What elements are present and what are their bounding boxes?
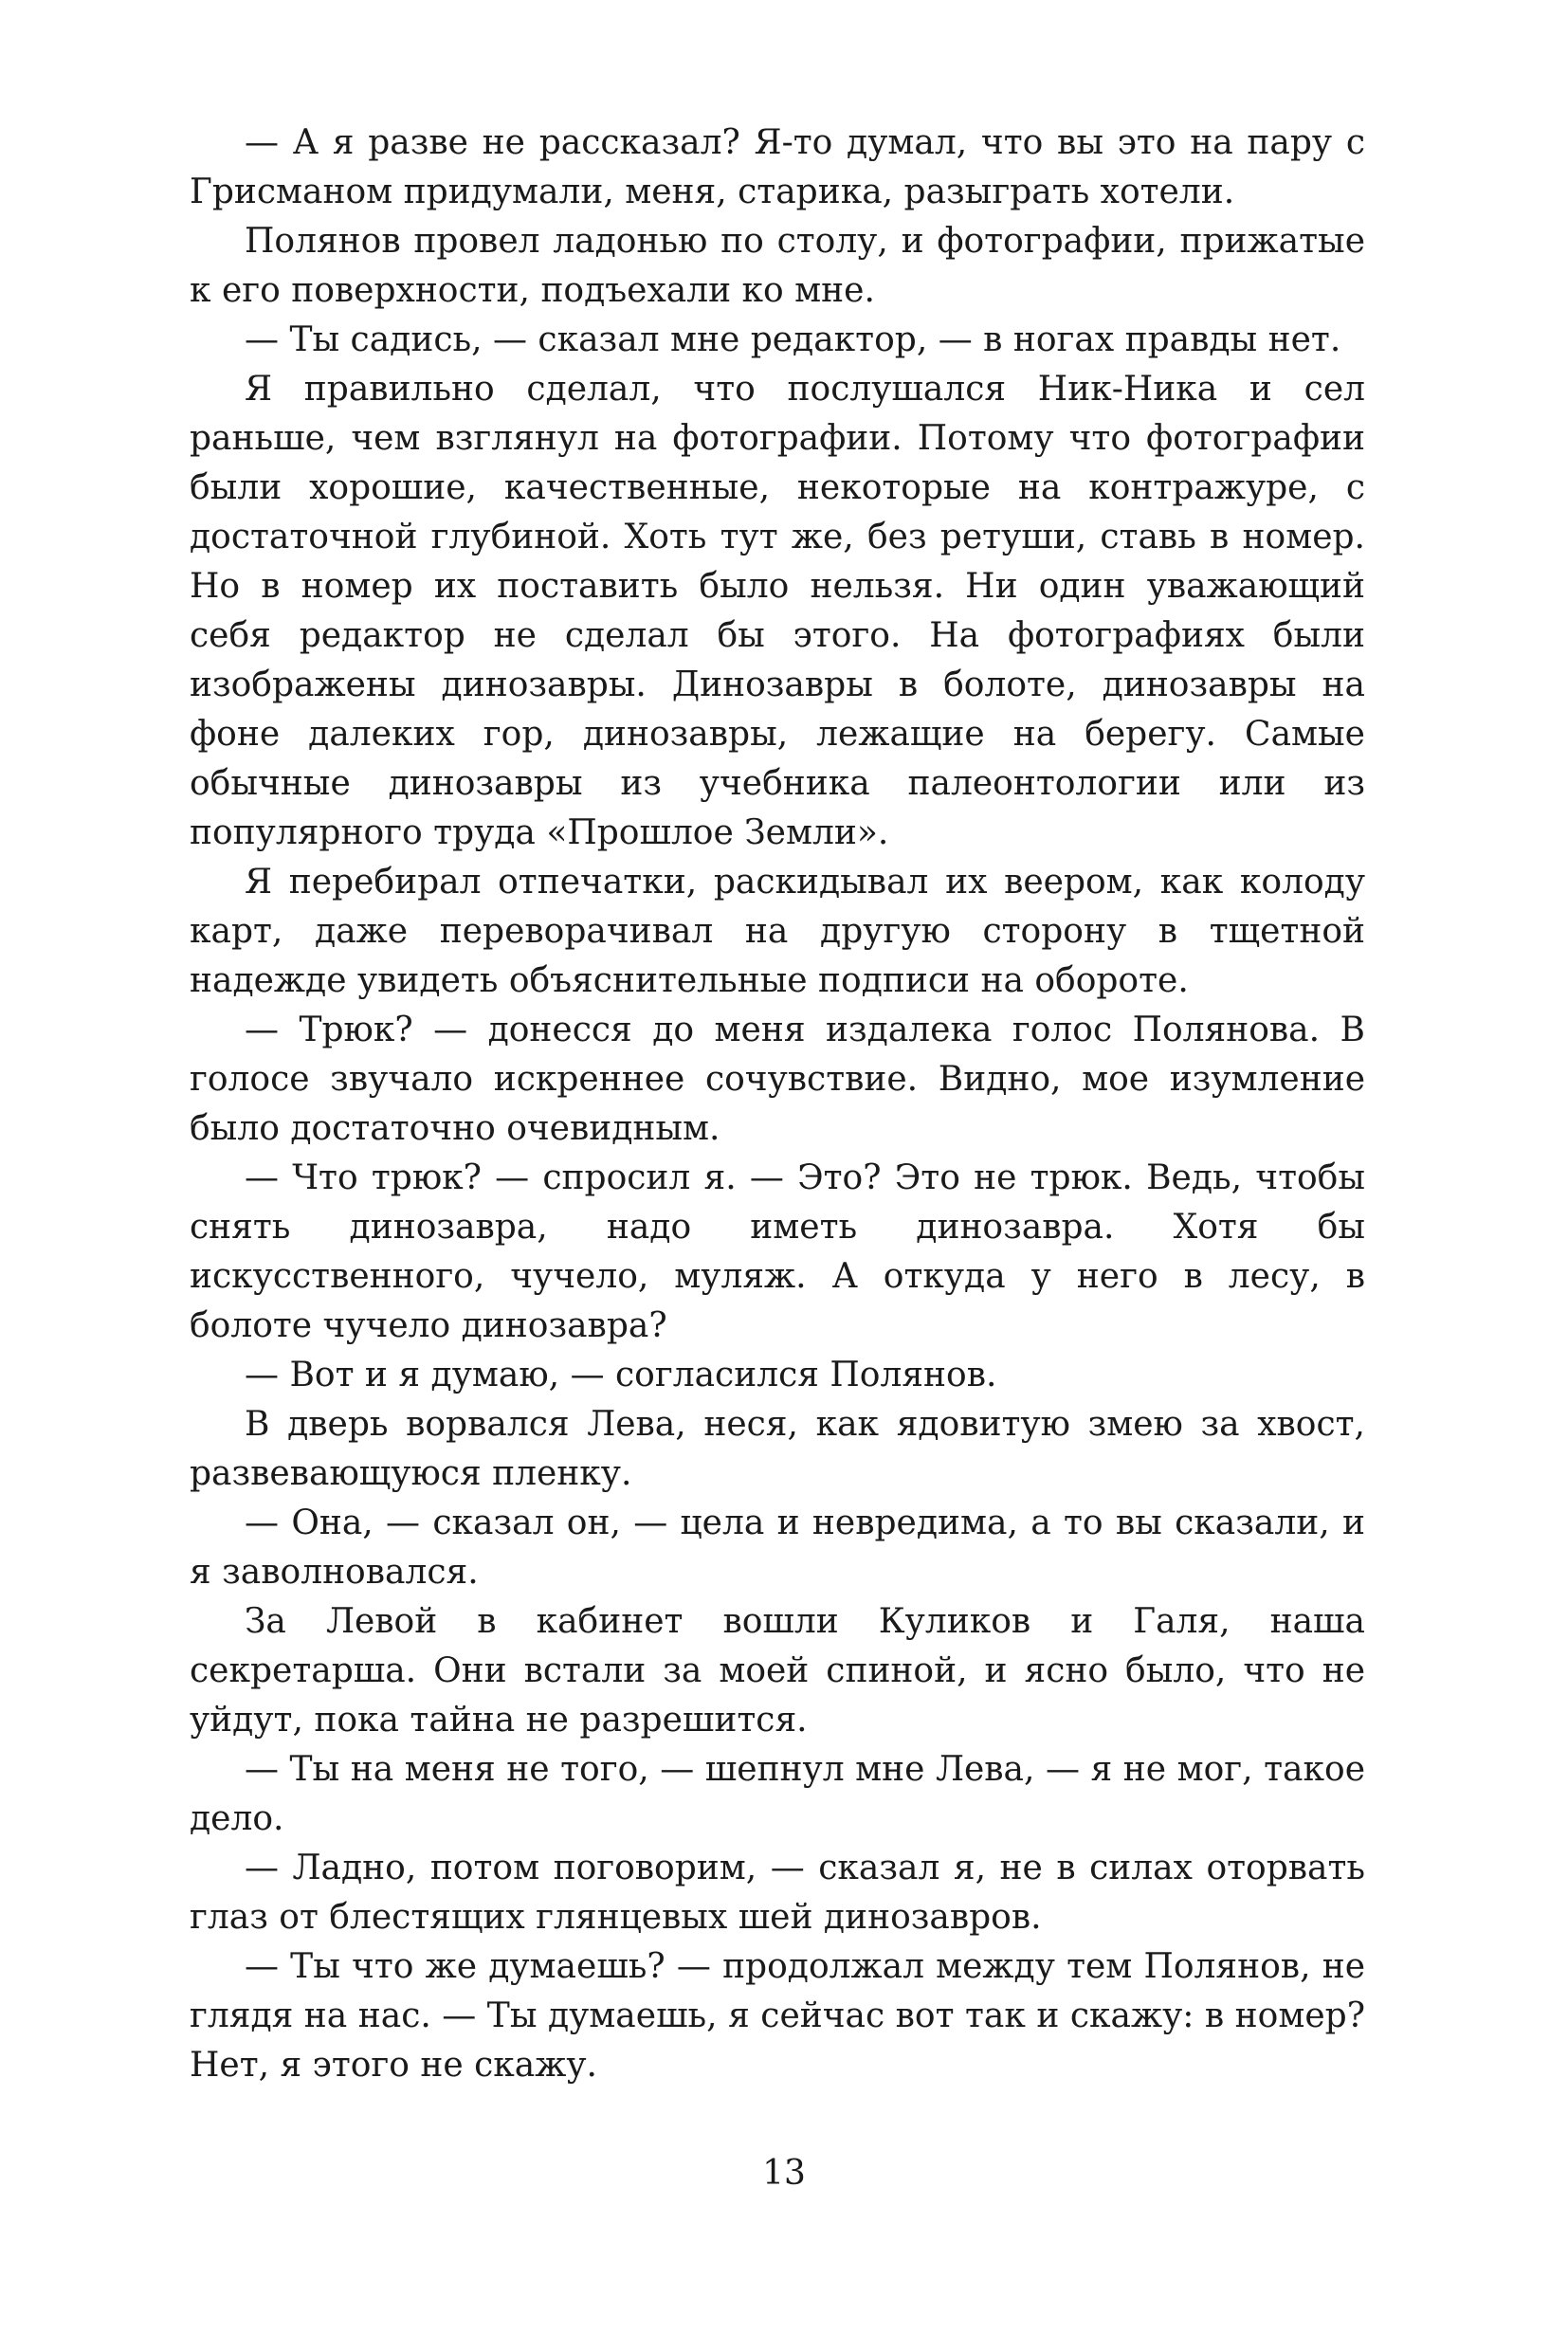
paragraph: В дверь ворвался Лева, неся, как ядовитую змею за хвост, развевающуюся пленку. [190,1405,1365,1493]
page-body [190,118,1365,2090]
paragraph: — Она, — сказал он, — цела и невредима, а то вы сказали, и я заволновался. [190,1504,1365,1592]
paragraph: — А я разве не рассказал? Я-то думал, что вы это на пару с Грисманом придумали, меня, старика, разыграть хотели. [190,123,1365,211]
paragraph: Полянов провел ладонью по столу, и фотографии, прижатые к его поверхности, подъехали ко мне. [190,222,1365,310]
paragraph: — Что трюк? — спросил я. — Это? Это не трюк. Ведь, чтобы снять динозавра, надо иметь динозавра. Хотя бы искусственного, чучело, муляж. А откуда у него в лесу, в болоте чучело динозавра? [190,1158,1365,1345]
paragraph: Я правильно сделал, что послушался Ник-Ника и сел раньше, чем взглянул на фотографии. Потому что фотографии были хорошие, качественные, некоторые на контражуре, с достаточной глубиной. Хоть тут же, без ретуши, ставь в номер. Но в номер их поставить было нельзя. Ни один уважающий себя редактор не сделал бы этого. На фотографиях были изображены динозавры. Динозавры в болоте, динозавры на фоне далеких гор, динозавры, лежащие на берегу. Самые обычные динозавры из учебника палеонтологии или из популярного труда «Прошлое Земли». [190,370,1365,852]
paragraph: — Ладно, потом поговорим, — сказал я, не в силах оторвать глаз от блестящих глянцевых шей динозавров. [190,1849,1365,1937]
paragraph: — Ты садись, — сказал мне редактор, — в ногах правды нет. [245,320,1341,359]
paragraph: — Вот и я думаю, — согласился Полянов. [245,1356,997,1394]
paragraph: — Ты что же думаешь? — продолжал между тем Полянов, не глядя на нас. — Ты думаешь, я сейчас вот так и скажу: в номер? Нет, я этого не скажу. [190,1947,1365,2085]
paragraph: — Трюк? — донесся до меня издалека голос Полянова. В голосе звучало искреннее сочувствие. Видно, мое изумление было достаточно очевидным. [190,1011,1365,1148]
paragraph: Я перебирал отпечатки, раскидывал их веером, как колоду карт, даже переворачивал на другую сторону в тщетной надежде увидеть объяснительные подписи на обороте. [190,863,1365,1000]
paragraph: — Ты на меня не того, — шепнул мне Лева, — я не мог, такое дело. [190,1750,1365,1838]
paragraph: За Левой в кабинет вошли Куликов и Галя, наша секретарша. Они встали за моей спиной, и ясно было, что не уйдут, пока тайна не разрешится. [190,1602,1365,1740]
page-number: 13 [762,2154,806,2193]
